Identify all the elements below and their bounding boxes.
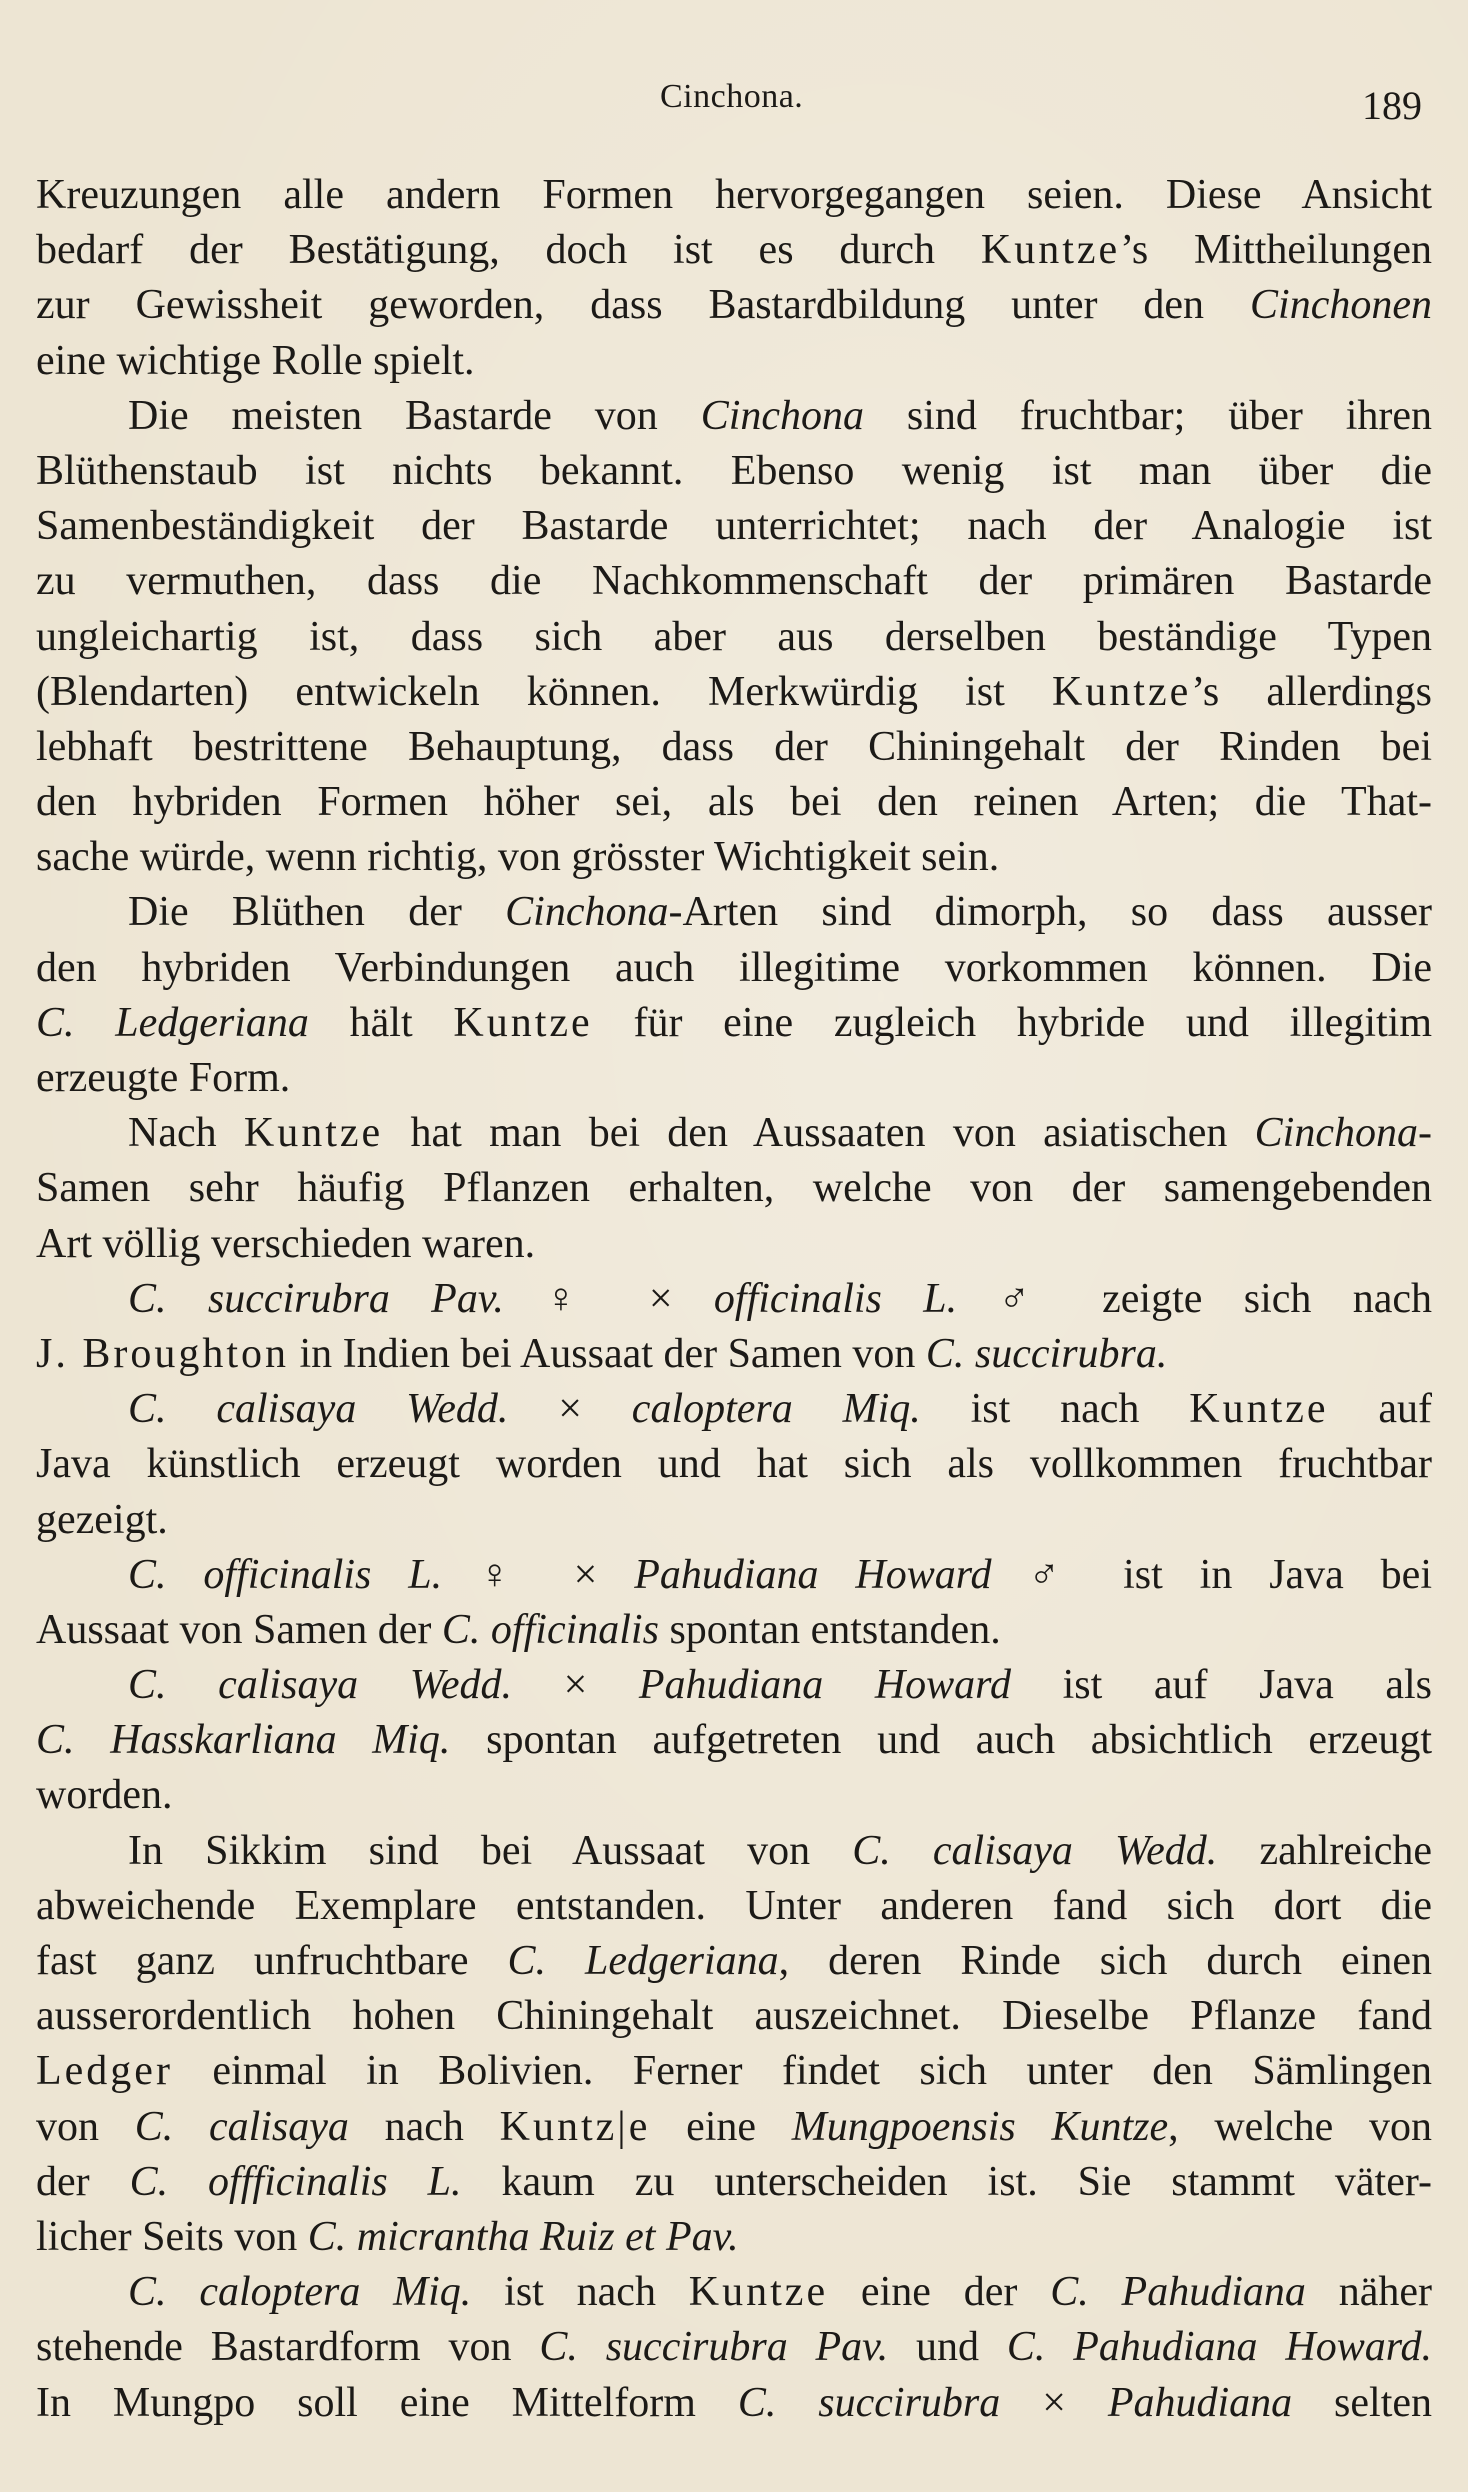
italic-text: C. Pahudiana Howard. bbox=[1006, 2324, 1432, 2371]
text-line bbox=[36, 1548, 1432, 1603]
text-segment: ♂ zeigte sich nach bbox=[957, 1275, 1433, 1322]
text-line bbox=[36, 996, 1432, 1051]
text-segment: in Indien bei Aussaat der Samen von bbox=[289, 1330, 926, 1377]
text-segment: und bbox=[888, 2324, 1007, 2371]
text-segment: licher Seits von bbox=[36, 2213, 308, 2260]
italic-text: C. succirubra. bbox=[925, 1330, 1168, 1377]
text-line bbox=[36, 1603, 1432, 1658]
text-segment: Samen sehr häufig Pflanzen erhalten, welche von der samengebenden bbox=[36, 1165, 1432, 1212]
text-line bbox=[36, 2376, 1432, 2431]
spaced-name: Ledger bbox=[36, 2048, 173, 2095]
text-segment: Die meisten Bastarde von bbox=[128, 392, 701, 439]
text-line bbox=[36, 1934, 1432, 1989]
text-segment: Nach bbox=[128, 1110, 244, 1157]
text-segment: Java künstlich erzeugt worden und hat sich als vollkommen fruchtbar bbox=[36, 1441, 1432, 1488]
text-segment: bedarf der Bestätigung, doch ist es durch bbox=[36, 227, 981, 274]
text-segment: selten bbox=[1292, 2379, 1433, 2426]
italic-text: Mungpoensis Kuntze bbox=[791, 2103, 1169, 2150]
text-segment: ist auf Java als bbox=[1010, 1662, 1432, 1709]
text-segment: In Sikkim sind bei Aussaat von bbox=[128, 1827, 853, 1874]
text-line bbox=[36, 941, 1432, 996]
text-line bbox=[36, 554, 1432, 609]
text-segment: hat man bei den Aussaaten von asiatischen bbox=[383, 1110, 1255, 1157]
text-segment: fast ganz unfruchtbare bbox=[36, 1938, 508, 1984]
text-line bbox=[36, 885, 1432, 940]
spaced-name: J. Broughton bbox=[36, 1330, 290, 1377]
text-segment: ♂ ist in Java bei bbox=[991, 1551, 1432, 1598]
text-segment: den hybriden Formen höher sei, als bei den reinen Arten; die That- bbox=[36, 779, 1432, 826]
italic-text: caloptera Miq. bbox=[631, 1386, 921, 1433]
text-line bbox=[36, 168, 1432, 223]
text-line bbox=[36, 1658, 1432, 1713]
italic-text: Cinchonen bbox=[1250, 282, 1432, 329]
italic-text: C. caloptera Miq. bbox=[128, 2269, 472, 2316]
text-segment: von bbox=[36, 2103, 135, 2150]
text-line bbox=[36, 1493, 1432, 1548]
italic-text: Pahudiana Howard bbox=[638, 1662, 1011, 1709]
text-segment: auf bbox=[1328, 1386, 1433, 1433]
text-segment: zu vermuthen, dass die Nachkommenschaft der primären Bastarde bbox=[36, 558, 1432, 605]
text-line bbox=[36, 444, 1432, 499]
text-segment: den hybriden Verbindungen auch illegitime vorkommen können. Die bbox=[36, 944, 1432, 991]
spaced-name: Kuntze bbox=[688, 2269, 829, 2316]
text-segment: In Mungpo soll eine Mittelform bbox=[36, 2379, 738, 2426]
text-line bbox=[36, 2044, 1432, 2099]
text-segment: ’s allerdings bbox=[1191, 668, 1432, 715]
italic-text: officinalis L. bbox=[713, 1275, 958, 1322]
text-segment: zur Gewissheit geworden, dass Bastardbildung unter den bbox=[36, 282, 1251, 329]
spaced-name: Kuntze bbox=[1051, 668, 1192, 715]
text-segment: für eine zugleich hybride und illegitim bbox=[592, 999, 1433, 1046]
text-segment: Blüthenstaub ist nichts bekannt. Ebenso wenig ist man über die bbox=[36, 447, 1432, 494]
running-head bbox=[0, 78, 1468, 128]
text-segment: ausserordentlich hohen Chiningehalt auszeichnet. Dieselbe Pflanze fand bbox=[36, 1993, 1432, 2040]
italic-text: C. calisaya bbox=[134, 2103, 349, 2150]
text-line bbox=[36, 499, 1432, 554]
text-segment: abweichende Exemplare entstanden. Unter anderen fand sich dort die bbox=[36, 1882, 1432, 1929]
text-segment: ♀ × bbox=[442, 1551, 635, 1598]
text-segment: eine bbox=[650, 2103, 792, 2150]
text-line bbox=[36, 389, 1432, 444]
italic-text: C. succirubra bbox=[737, 2379, 1001, 2426]
text-segment: × bbox=[508, 1386, 632, 1433]
text-segment: nach bbox=[348, 2103, 500, 2150]
spaced-name: Kuntze bbox=[453, 999, 593, 1046]
text-line bbox=[36, 1161, 1432, 1216]
text-line bbox=[36, 334, 1432, 389]
text-line bbox=[36, 1106, 1432, 1161]
italic-text: C. Ledgeriana bbox=[507, 1938, 779, 1984]
text-segment: worden. bbox=[36, 1772, 173, 1819]
text-line bbox=[36, 1051, 1432, 1106]
spaced-name: Kuntze bbox=[243, 1110, 384, 1157]
text-segment: (Blendarten) entwickeln können. Merkwürdig ist bbox=[36, 668, 1052, 715]
text-line bbox=[36, 1713, 1432, 1768]
italic-text: Cinchona bbox=[700, 392, 865, 439]
text-line bbox=[36, 2320, 1432, 2375]
italic-text: C. Hasskarliana Miq. bbox=[36, 1717, 451, 1764]
text-segment: , deren Rinde sich durch einen bbox=[778, 1938, 1432, 1984]
text-line bbox=[36, 1382, 1432, 1437]
text-segment: spontan entstanden. bbox=[658, 1606, 1001, 1653]
text-line bbox=[36, 1272, 1432, 1327]
text-segment: lebhaft bestrittene Behauptung, dass der Chiningehalt der Rinden bei bbox=[36, 723, 1432, 770]
italic-text: Cinchona- bbox=[1254, 1110, 1432, 1157]
italic-text: C. calisaya Wedd. bbox=[128, 1386, 509, 1433]
text-segment: ungleichartig ist, dass sich aber aus derselben beständige Typen bbox=[36, 613, 1432, 660]
text-segment: Die Blüthen der bbox=[128, 889, 506, 936]
text-line bbox=[36, 1989, 1432, 2044]
running-title: Cinchona. bbox=[660, 78, 804, 115]
text-line bbox=[36, 1879, 1432, 1934]
text-line bbox=[36, 1824, 1432, 1879]
italic-text: C. officinalis L. bbox=[128, 1551, 443, 1598]
text-segment: Aussaat von Samen der bbox=[36, 1606, 442, 1653]
italic-text: C. succirubra Pav. bbox=[539, 2324, 889, 2371]
text-line bbox=[36, 1437, 1432, 1492]
page-number: 189 bbox=[1362, 83, 1422, 128]
text-segment: Kreuzungen alle andern Formen hervorgegangen seien. Diese Ansicht bbox=[36, 172, 1432, 218]
text-segment: eine wichtige Rolle spielt. bbox=[36, 337, 475, 384]
text-line bbox=[36, 278, 1432, 333]
text-segment: einmal in Bolivien. Ferner findet sich unter den Sämlingen bbox=[172, 2048, 1432, 2095]
text-line bbox=[36, 223, 1432, 278]
text-segment: näher bbox=[1305, 2269, 1432, 2316]
text-segment: erzeugte Form. bbox=[36, 1055, 291, 1101]
text-segment: sind fruchtbar; über ihren bbox=[864, 392, 1432, 439]
italic-text: C. calisaya Wedd. bbox=[852, 1827, 1218, 1874]
text-segment: ist nach bbox=[471, 2269, 689, 2316]
text-segment: zahlreiche bbox=[1217, 1827, 1432, 1874]
text-segment: stehende Bastardform von bbox=[36, 2324, 540, 2371]
text-line bbox=[36, 1768, 1432, 1823]
text-line bbox=[36, 2265, 1432, 2320]
body-text bbox=[36, 168, 1432, 2431]
text-segment: gezeigt. bbox=[36, 1496, 168, 1543]
text-segment: der bbox=[36, 2158, 130, 2205]
text-line bbox=[36, 1217, 1432, 1272]
text-line bbox=[36, 775, 1432, 830]
text-line bbox=[36, 665, 1432, 720]
text-line bbox=[36, 720, 1432, 775]
text-line bbox=[36, 830, 1432, 885]
text-segment: hält bbox=[308, 999, 454, 1046]
text-segment: ist nach bbox=[920, 1386, 1190, 1433]
text-segment: eine der bbox=[828, 2269, 1051, 2316]
text-segment: spontan aufgetreten und auch absichtlich erzeugt bbox=[450, 1717, 1433, 1764]
italic-text: Cinchona bbox=[505, 889, 669, 936]
italic-text: C. Ledgeriana bbox=[36, 999, 309, 1046]
text-line bbox=[36, 1327, 1432, 1382]
text-line bbox=[36, 2100, 1432, 2155]
text-line bbox=[36, 610, 1432, 665]
text-segment: × bbox=[1000, 2379, 1108, 2426]
text-segment: , welche von bbox=[1168, 2103, 1432, 2150]
italic-text: C. offficinalis L. bbox=[129, 2158, 462, 2205]
text-segment: kaum zu unterscheiden ist. Sie stammt väter- bbox=[461, 2158, 1432, 2205]
text-line bbox=[36, 2155, 1432, 2210]
italic-text: C. officinalis bbox=[441, 1606, 659, 1653]
text-segment: sache würde, wenn richtig, von grösster Wichtigkeit sein. bbox=[36, 834, 1000, 881]
text-segment: Samenbeständigkeit der Bastarde unterrichtet; nach der Analogie ist bbox=[36, 503, 1432, 550]
italic-text: C. micrantha Ruiz et Pav. bbox=[307, 2213, 739, 2260]
text-segment: ♀ × bbox=[503, 1275, 714, 1322]
italic-text: C. calisaya Wedd. bbox=[128, 1662, 512, 1709]
italic-text: C. Pahudiana bbox=[1050, 2269, 1306, 2316]
italic-text: Pahudiana Howard bbox=[634, 1551, 992, 1598]
text-segment: -Arten sind dimorph, so dass ausser bbox=[668, 889, 1433, 936]
text-segment: ’s Mittheilungen bbox=[1120, 227, 1432, 274]
text-segment: Art völlig verschieden waren. bbox=[36, 1220, 536, 1267]
italic-text: Pahudiana bbox=[1107, 2379, 1293, 2426]
italic-text: C. succirubra Pav. bbox=[128, 1275, 504, 1322]
text-segment: × bbox=[511, 1662, 639, 1709]
text-line bbox=[36, 2210, 1432, 2265]
spaced-name: Kuntze bbox=[1189, 1386, 1329, 1433]
spaced-name: Kuntze bbox=[980, 227, 1121, 274]
spaced-name: Kuntz|e bbox=[499, 2103, 651, 2150]
